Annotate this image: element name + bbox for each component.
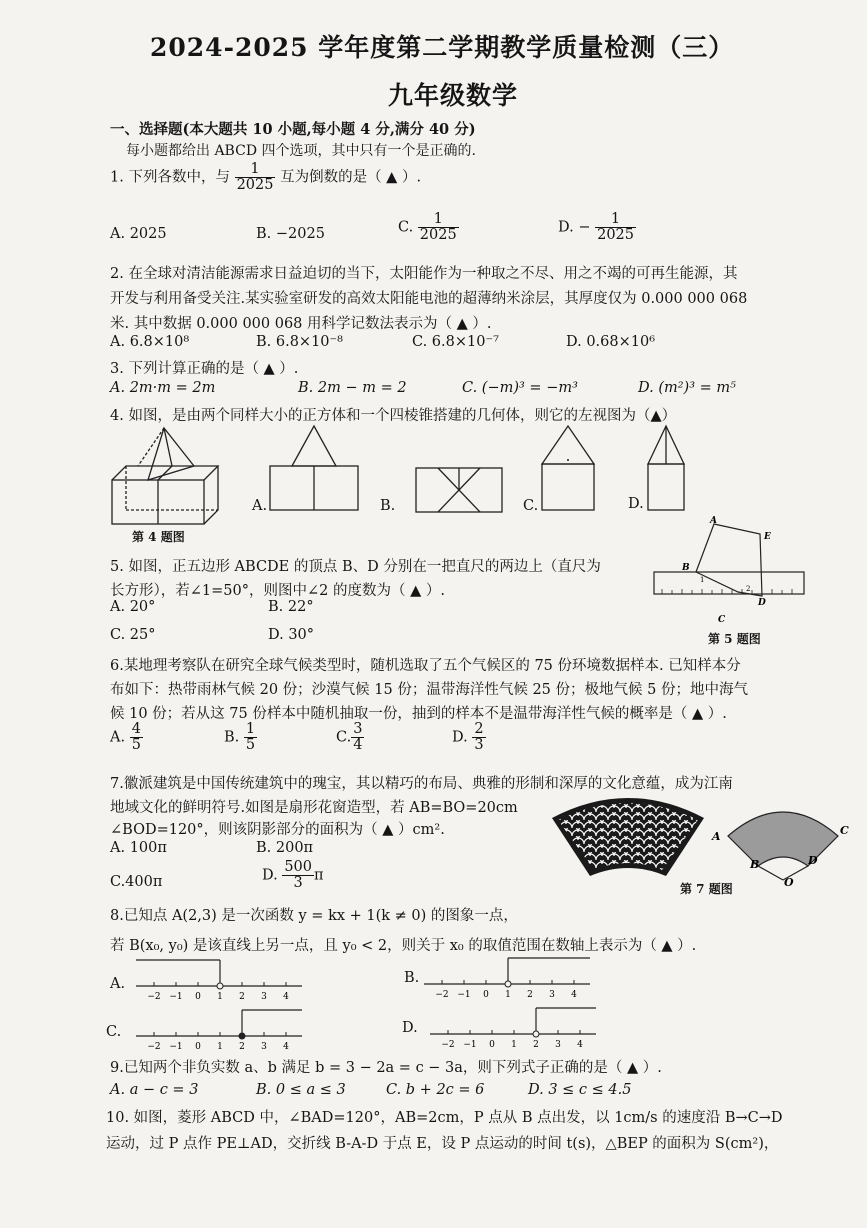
q8-numberline-d <box>430 1004 600 1050</box>
axis-tick-label: 0 <box>483 990 489 1000</box>
q7-d-num: 500 <box>284 859 313 875</box>
q9-stem: 9.已知两个非负实数 a、b 满足 b = 3 − 2a = c − 3a，则下列式子正确的是（ ▲ ）. <box>110 1060 662 1076</box>
q7-d-label: D. <box>262 867 278 884</box>
q1-c-den: 2025 <box>419 227 457 244</box>
q8-numberline-c <box>136 1006 306 1052</box>
axis-tick-label: 0 <box>195 1042 201 1052</box>
q7-option-d <box>262 860 324 891</box>
q6-d-num: 2 <box>474 721 484 737</box>
axis-tick-label: −2 <box>441 1040 455 1050</box>
q1-d-den: 2025 <box>597 227 634 244</box>
axis-tick-label: 0 <box>195 992 201 1002</box>
q4-option-c-figure <box>540 424 600 514</box>
q4-option-b-figure <box>414 466 506 516</box>
q7-caption: 第 7 题图 <box>680 882 733 896</box>
q2-option-a: A. 6.8×10⁸ <box>110 334 190 350</box>
axis-tick-label: −1 <box>463 1040 477 1050</box>
axis-tick-label: 4 <box>283 992 289 1002</box>
q5-label-c: C <box>718 615 726 625</box>
axis-tick-label: 2 <box>533 1040 539 1050</box>
q6-line-1: 6.某地理考察队在研究全球气候类型时，随机选取了五个气候区的 75 份环境数据样本. 已知样本分 <box>110 658 741 674</box>
q8-numberline-b <box>424 954 594 1000</box>
axis-tick-label: 1 <box>511 1040 517 1050</box>
q5-option-a: A. 20° <box>110 599 156 615</box>
q5-pentagon-ruler-figure <box>652 516 806 632</box>
q7-option-a: A. 100π <box>110 840 167 856</box>
q8-option-b: B. <box>404 970 420 986</box>
q6-option-c <box>336 722 364 753</box>
q2-option-b: B. 6.8×10⁻⁸ <box>256 334 343 350</box>
axis-tick-label: 3 <box>261 992 267 1002</box>
q1-d-label: D. − <box>558 219 591 236</box>
q8-line-1: 8.已知点 A(2,3) 是一次函数 y = kx + 1(k ≠ 0) 的图象一点， <box>110 908 518 924</box>
axis-tick-label: 4 <box>283 1042 289 1052</box>
q5-label-2: 2 <box>746 585 751 593</box>
q2-line-2: 开发与利用备受关注.某实验室研发的高效太阳能电池的超薄纳米涂层，其厚度仅为 0.000 000 068 <box>110 291 748 307</box>
axis-tick-label: 1 <box>217 1042 223 1052</box>
q2-option-d: D. 0.68×10⁶ <box>566 334 656 350</box>
q5-label-a: A <box>710 516 717 526</box>
q10-line-1: 10. 如图，菱形 ABCD 中，∠BAD=120°，AB=2cm，P 点从 B 点出发，以 1cm/s 的速度沿 B→C→D <box>106 1110 783 1126</box>
endpoint-dot <box>533 1031 539 1037</box>
q6-b-label: B. <box>224 729 240 746</box>
q1-den: 2025 <box>236 177 274 194</box>
q9-option-d: D. 3 ≤ c ≤ 4.5 <box>528 1082 632 1098</box>
axis-tick-label: 1 <box>217 992 223 1002</box>
q6-b-num: 1 <box>245 721 256 737</box>
q7-sector-figure <box>708 806 852 890</box>
q2-line-1: 2. 在全球对清洁能源需求日益迫切的当下，太阳能作为一种取之不尽、用之不竭的可再生能源，其 <box>110 266 738 282</box>
q3-stem: 3. 下列计算正确的是（ ▲ ）. <box>110 361 299 377</box>
axis-tick-label: −1 <box>169 1042 183 1052</box>
endpoint-dot <box>217 983 223 989</box>
axis-tick-label: 1 <box>505 990 511 1000</box>
q8-numberline-a <box>136 956 306 1002</box>
q3-option-a: A. 2m·m = 2m <box>110 380 216 396</box>
axis-tick-label: −2 <box>435 990 449 1000</box>
axis-tick-label: 2 <box>527 990 533 1000</box>
endpoint-dot <box>505 981 511 987</box>
axis-tick-label: 4 <box>577 1040 583 1050</box>
axis-tick-label: −2 <box>147 992 161 1002</box>
q6-b-den: 5 <box>245 737 256 754</box>
exam-title: 2024-2025 学年度第二学期教学质量检测（三） <box>150 33 735 62</box>
q7-option-c: C.400π <box>110 874 163 890</box>
axis-tick-label: −2 <box>147 1042 161 1052</box>
q7-line-1: 7.徽派建筑是中国传统建筑中的瑰宝，其以精巧的布局、典雅的形制和深厚的文化意蕴，成为江南 <box>110 776 733 792</box>
q8-option-a: A. <box>110 976 126 992</box>
q6-d-den: 3 <box>474 737 484 754</box>
q6-a-num: 4 <box>131 721 141 737</box>
axis-tick-label: 2 <box>239 992 245 1002</box>
q2-line-3: 米. 其中数据 0.000 000 068 用科学记数法表示为（ ▲ ）. <box>110 316 492 332</box>
q6-option-b <box>224 722 257 753</box>
section-instruction: 每小题都给出 ABCD 四个选项，其中只有一个是正确的. <box>126 143 476 159</box>
q6-d-label: D. <box>452 729 468 746</box>
q1-stem-pre: 1. 下列各数中，与 <box>110 169 230 186</box>
q9-option-b: B. 0 ≤ a ≤ 3 <box>256 1082 346 1098</box>
q5-line-2: 长方形），若∠1=50°，则图中∠2 的度数为（ ▲ ）. <box>110 583 445 599</box>
q7-label-a: A <box>712 830 721 843</box>
q4-solid-figure <box>108 424 228 528</box>
q4-option-c: C. <box>523 498 539 514</box>
axis-tick-label: 3 <box>549 990 555 1000</box>
q2-option-c: C. 6.8×10⁻⁷ <box>412 334 499 350</box>
section-heading: 一、选择题(本大题共 10 小题,每小题 4 分,满分 40 分) <box>110 121 476 138</box>
q1-c-num: 1 <box>418 212 459 228</box>
q8-option-d: D. <box>402 1020 418 1036</box>
q6-line-2: 布如下：热带雨林气候 20 份；沙漠气候 15 份；温带海洋性气候 25 份；极地气候 5 份；地中海气 <box>110 682 748 698</box>
q5-option-c: C. 25° <box>110 627 156 643</box>
q8-line-2: 若 B(x₀, y₀) 是该直线上另一点，且 y₀ < 2，则关于 x₀ 的取值范围在数轴上表示为（ ▲ ）. <box>110 938 697 954</box>
q4-stem: 4. 如图，是由两个同样大小的正方体和一个四棱锥搭建的几何体，则它的左视图为（▲） <box>110 408 677 424</box>
q1-num: 1 <box>235 162 276 178</box>
q4-option-d-figure <box>646 424 690 514</box>
q5-label-d: D <box>758 598 766 608</box>
q6-c-num: 3 <box>353 721 363 737</box>
q9-option-c: C. b + 2c = 6 <box>386 1082 485 1098</box>
q7-option-b: B. 200π <box>256 840 314 856</box>
q7-d-pi: π <box>314 867 324 884</box>
axis-tick-label: 3 <box>261 1042 267 1052</box>
q1-option-d <box>558 212 636 243</box>
axis-tick-label: 3 <box>555 1040 561 1050</box>
q3-option-c: C. (−m)³ = −m³ <box>462 380 578 396</box>
q7-line-3: ∠BOD=120°，则该阴影部分的面积为（ ▲ ）cm². <box>110 822 445 838</box>
q5-option-b: B. 22° <box>268 599 314 615</box>
endpoint-dot <box>239 1033 245 1039</box>
q1-option-a: A. 2025 <box>110 226 167 242</box>
q6-line-3: 候 10 份；若从这 75 份样本中随机抽取一份，抽到的样本不是温带海洋性气候的概率是（ ▲ ）. <box>110 706 727 722</box>
axis-tick-label: 4 <box>571 990 577 1000</box>
q7-line-2: 地域文化的鲜明符号.如图是扇形花窗造型，若 AB=BO=20cm <box>110 800 518 816</box>
q6-option-d <box>452 722 486 753</box>
axis-tick-label: −1 <box>457 990 471 1000</box>
q1-c-label: C. <box>398 219 414 236</box>
q3-option-b: B. 2m − m = 2 <box>298 380 407 396</box>
q1-d-num: 1 <box>595 212 636 228</box>
q5-label-b: B <box>682 563 690 573</box>
axis-tick-label: −1 <box>169 992 183 1002</box>
q4-option-a: A. <box>252 498 268 514</box>
q4-option-a-figure <box>268 424 364 514</box>
q5-label-1: 1 <box>700 576 705 584</box>
q10-line-2: 运动，过 P 点作 PE⊥AD，交折线 B-A-D 于点 E，设 P 点运动的时间 t(s)，△BEP 的面积为 S(cm²)， <box>106 1136 779 1152</box>
q5-line-1: 5. 如图，正五边形 ABCDE 的顶点 B、D 分别在一把直尺的两边上（直尺为 <box>110 559 601 575</box>
q5-label-e: E <box>764 532 771 542</box>
q6-a-den: 5 <box>131 737 141 754</box>
q4-caption: 第 4 题图 <box>132 530 185 544</box>
q6-c-label: C. <box>336 729 352 746</box>
q5-caption: 第 5 题图 <box>708 632 761 646</box>
question-1 <box>110 162 421 193</box>
q6-a-label: A. <box>110 729 126 746</box>
q1-option-c <box>398 212 459 243</box>
q7-label-b: B <box>750 858 760 871</box>
axis-tick-label: 0 <box>489 1040 495 1050</box>
q3-option-d: D. (m²)³ = m⁵ <box>638 380 736 396</box>
q7-label-o: O <box>784 876 794 889</box>
q7-d-den: 3 <box>293 875 303 892</box>
q5-option-d: D. 30° <box>268 627 315 643</box>
q4-option-d: D. <box>628 496 644 512</box>
q6-c-den: 4 <box>353 737 363 754</box>
q7-label-d: D <box>808 854 818 867</box>
q9-option-a: A. a − c = 3 <box>110 1082 199 1098</box>
q7-fan-window-figure <box>548 796 708 884</box>
q7-label-c: C <box>840 824 849 837</box>
q8-option-c: C. <box>106 1024 122 1040</box>
q1-stem-post: 互为倒数的是（ ▲ ）. <box>280 169 422 186</box>
q4-option-b: B. <box>380 498 396 514</box>
axis-tick-label: 2 <box>239 1042 245 1052</box>
q1-fraction <box>235 162 276 193</box>
q1-option-b: B. −2025 <box>256 226 325 242</box>
exam-subtitle: 九年级数学 <box>388 81 519 110</box>
q6-option-a <box>110 722 143 753</box>
